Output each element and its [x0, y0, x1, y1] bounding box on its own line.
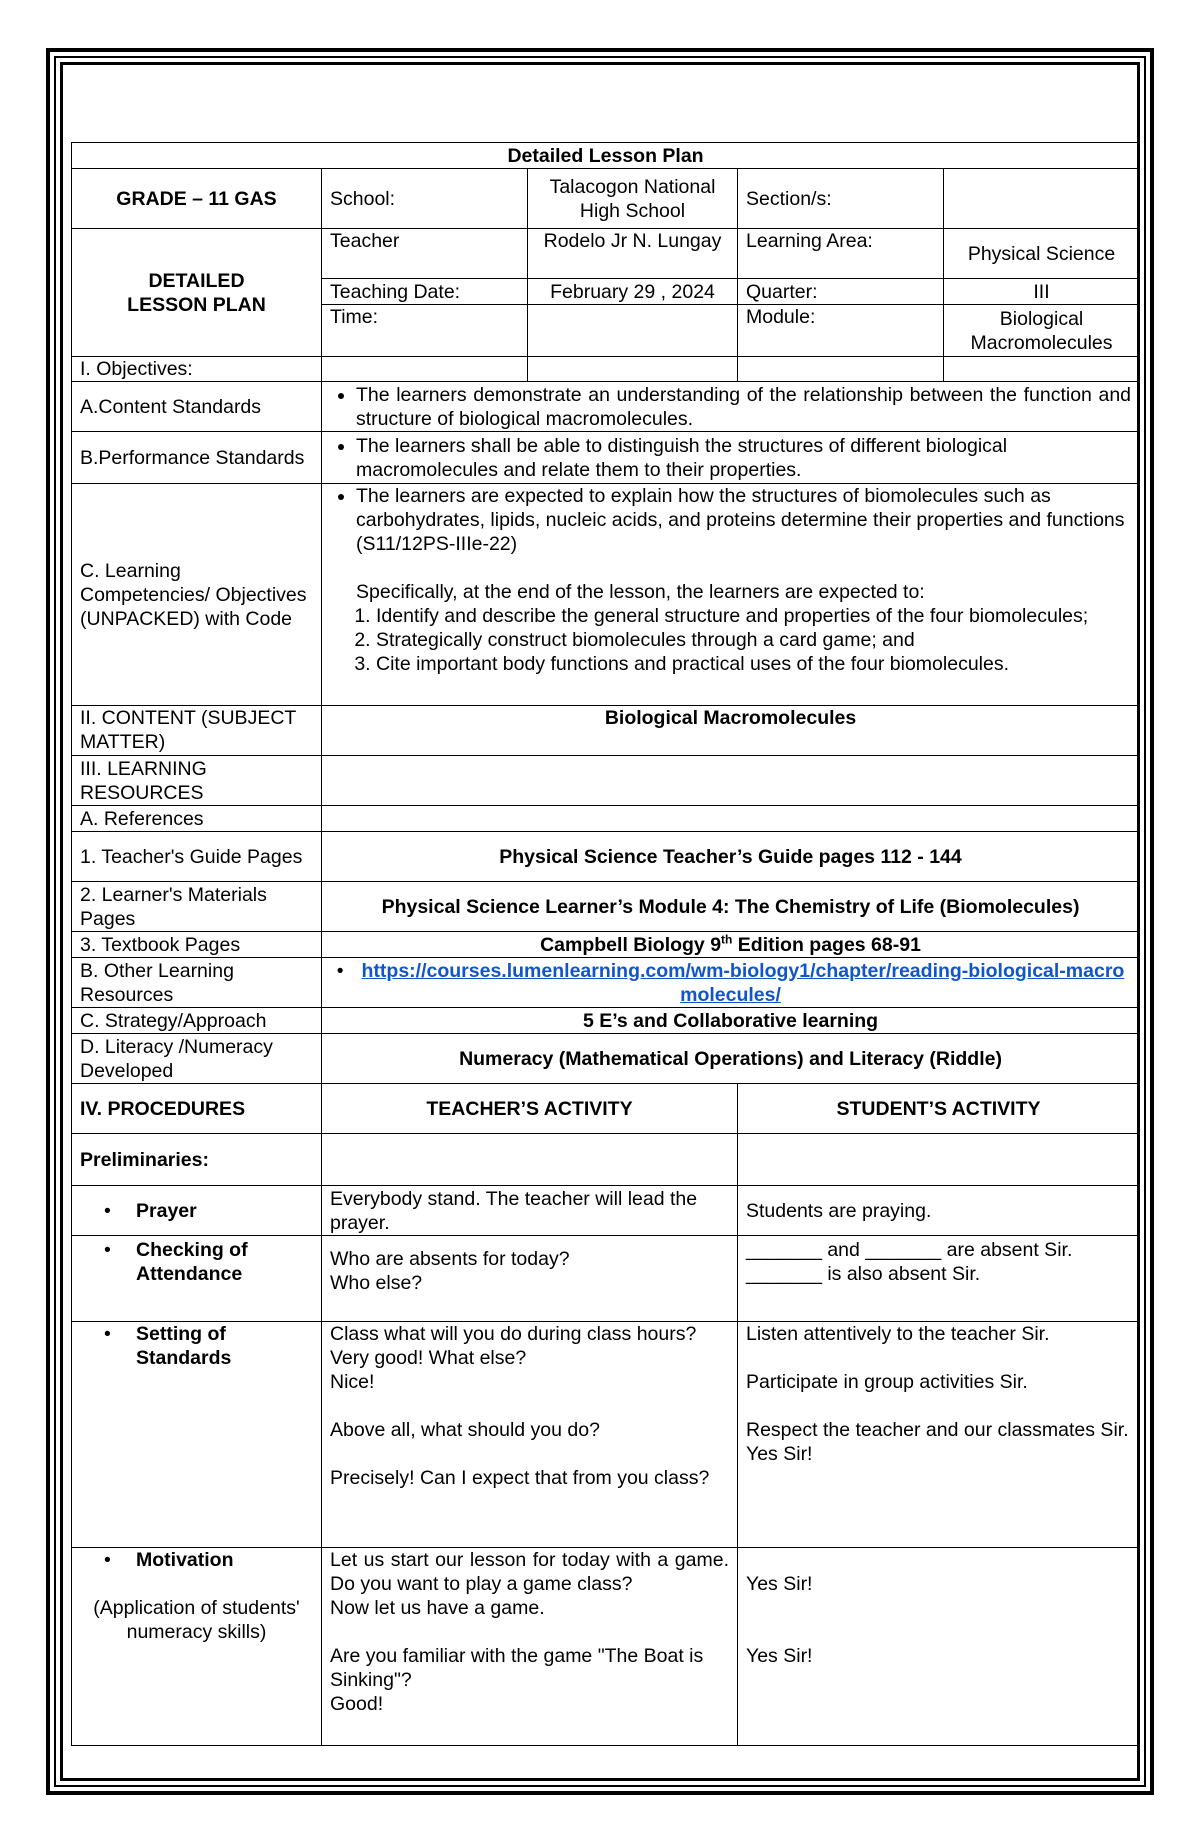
standards-row	[72, 1322, 1140, 1548]
bullet-icon: •	[104, 1323, 111, 1345]
competencies-row	[72, 484, 1140, 706]
learning-resources-row	[72, 756, 1140, 806]
other-resources-label: B. Other Learning Resources	[72, 958, 322, 1008]
standards-student-line: Listen attentively to the teacher Sir.	[746, 1323, 1050, 1345]
competencies-cell	[322, 484, 1140, 706]
teaching-date-value: February 29 , 2024	[528, 279, 738, 305]
strategy-label: C. Strategy/Approach	[72, 1008, 322, 1034]
standards-student	[738, 1322, 1140, 1548]
motivation-teacher	[322, 1548, 738, 1746]
standards-teacher-line: Nice!	[330, 1371, 375, 1393]
motivation-teacher-line: Let us start our lesson for today with a game. Do you want to play a game class?	[330, 1549, 729, 1595]
dlp-label	[72, 229, 322, 357]
textbook-value	[322, 932, 1140, 958]
other-resources-link[interactable]: https://courses.lumenlearning.com/wm-biology1/chapter/reading-biological-macromolecules/	[361, 959, 1125, 1006]
time-label: Time:	[322, 305, 528, 357]
bullet-icon: •	[104, 1549, 111, 1571]
attendance-teacher	[322, 1236, 738, 1322]
motivation-student	[738, 1548, 1140, 1746]
school-value: Talacogon National High School	[528, 169, 738, 229]
learners-materials-label: 2. Learner's Materials Pages	[72, 882, 322, 932]
prayer-cell	[72, 1186, 322, 1236]
teacher-row	[72, 229, 1140, 279]
standards-teacher	[322, 1322, 738, 1548]
module-label: Module:	[738, 305, 944, 357]
content-label: II. CONTENT (SUBJECT MATTER)	[72, 706, 322, 756]
document-title: Detailed Lesson Plan	[72, 143, 1140, 169]
textbook-row	[72, 932, 1140, 958]
content-standards-text: • The learners demonstrate an understanding of the relationship between the function and structure of biological macromolecules.	[356, 383, 1131, 431]
other-resources-cell	[322, 958, 1140, 1008]
references-row	[72, 806, 1140, 832]
motivation-teacher-line: Are you familiar with the game "The Boat is Sinking"?	[330, 1645, 704, 1691]
grade-row	[72, 169, 1140, 229]
standards-teacher-line: Very good! What else?	[330, 1347, 527, 1369]
strategy-row	[72, 1008, 1140, 1034]
quarter-value: III	[944, 279, 1140, 305]
bullet-icon: •	[104, 1199, 111, 1222]
time-value	[528, 305, 738, 357]
prayer-label: Prayer	[136, 1199, 197, 1222]
motivation-label: Motivation	[136, 1549, 234, 1571]
dlp-label-text: DETAILED LESSON PLAN	[127, 269, 266, 316]
performance-standards-row	[72, 432, 1140, 484]
quarter-label: Quarter:	[738, 279, 944, 305]
learning-area-value: Physical Science	[944, 229, 1140, 279]
specific-objective-item: 3. Cite important body functions and practical uses of the four biomolecules.	[376, 652, 1131, 676]
attendance-student-line: _______ is also absent Sir.	[746, 1263, 981, 1285]
motivation-cell	[72, 1548, 322, 1746]
learners-materials-value: Physical Science Learner’s Module 4: The Chemistry of Life (Biomolecules)	[322, 882, 1140, 932]
school-label: School:	[322, 169, 528, 229]
learners-materials-row	[72, 882, 1140, 932]
standards-student-line: Yes Sir!	[746, 1443, 813, 1465]
attendance-label: Checking of Attendance	[136, 1239, 248, 1285]
content-standards-row	[72, 382, 1140, 432]
motivation-student-line: Yes Sir!	[746, 1645, 813, 1667]
learning-resources-label: III. LEARNING RESOURCES	[72, 756, 322, 806]
content-standards-label: A.Content Standards	[72, 382, 322, 432]
attendance-teacher-line: Who are absents for today?	[330, 1247, 570, 1270]
standards-teacher-line: Above all, what should you do?	[330, 1419, 600, 1441]
textbook-label: 3. Textbook Pages	[72, 932, 322, 958]
teaching-date-label: Teaching Date:	[322, 279, 528, 305]
attendance-cell	[72, 1236, 322, 1322]
standards-label: Setting of Standards	[136, 1323, 232, 1369]
preliminaries-row	[72, 1134, 1140, 1186]
motivation-teacher-line: Good!	[330, 1693, 384, 1715]
literacy-value: Numeracy (Mathematical Operations) and Literacy (Riddle)	[322, 1034, 1140, 1084]
specific-objective-item: 2. Strategically construct biomolecules through a card game; and	[376, 628, 1131, 652]
motivation-row	[72, 1548, 1140, 1746]
content-value: Biological Macromolecules	[322, 706, 1140, 756]
attendance-student	[738, 1236, 1140, 1322]
other-resources-row	[72, 958, 1140, 1008]
attendance-row	[72, 1236, 1140, 1322]
motivation-teacher-line: Now let us have a game.	[330, 1597, 545, 1619]
procedures-heading: IV. PROCEDURES	[72, 1084, 322, 1134]
motivation-note: (Application of students' numeracy skills)	[93, 1597, 300, 1643]
standards-student-line: Participate in group activities Sir.	[746, 1371, 1028, 1393]
lesson-plan-table	[71, 142, 1140, 1746]
literacy-row	[72, 1034, 1140, 1084]
competencies-label: C. Learning Competencies/ Objectives (UNPACKED) with Code	[72, 484, 322, 706]
content-standards-cell	[322, 382, 1140, 432]
section-value	[944, 169, 1140, 229]
specific-objective-item: 1. Identify and describe the general structure and properties of the four biomolecules;	[376, 604, 1131, 628]
teacher-activity-heading: TEACHER’S ACTIVITY	[322, 1084, 738, 1134]
module-value: Biological Macromolecules	[944, 305, 1140, 357]
specific-objectives-list	[330, 604, 1131, 676]
grade-label: GRADE – 11 GAS	[72, 169, 322, 229]
title-row	[72, 143, 1140, 169]
standards-teacher-line: Precisely! Can I expect that from you class?	[330, 1467, 710, 1489]
prayer-student: Students are praying.	[738, 1186, 1140, 1236]
textbook-pages: Edition pages 68-91	[732, 933, 921, 956]
standards-cell	[72, 1322, 322, 1548]
performance-standards-label: B.Performance Standards	[72, 432, 322, 484]
bullet-icon: •	[336, 959, 344, 982]
student-activity-heading: STUDENT’S ACTIVITY	[738, 1084, 1140, 1134]
prayer-teacher: Everybody stand. The teacher will lead the prayer.	[322, 1186, 738, 1236]
textbook-superscript: th	[721, 932, 733, 946]
procedures-heading-row	[72, 1084, 1140, 1134]
section-label: Section/s:	[738, 169, 944, 229]
performance-standards-cell	[322, 432, 1140, 484]
performance-standards-text: • The learners shall be able to distinguish the structures of different biological macromolecules and relate them to their properties.	[356, 434, 1131, 482]
motivation-student-line: Yes Sir!	[746, 1573, 813, 1595]
attendance-teacher-line: Who else?	[330, 1271, 423, 1294]
teachers-guide-label: 1. Teacher's Guide Pages	[72, 832, 322, 882]
specific-intro: Specifically, at the end of the lesson, the learners are expected to:	[356, 581, 925, 603]
teachers-guide-value: Physical Science Teacher’s Guide pages 112 - 144	[322, 832, 1140, 882]
teachers-guide-row	[72, 832, 1140, 882]
teacher-value: Rodelo Jr N. Lungay	[528, 229, 738, 279]
content-row	[72, 706, 1140, 756]
preliminaries-label: Preliminaries:	[72, 1134, 322, 1186]
references-label: A. References	[72, 806, 322, 832]
standards-student-line: Respect the teacher and our classmates Sir.	[746, 1419, 1129, 1441]
prayer-row	[72, 1186, 1140, 1236]
textbook-title: Campbell Biology 9	[540, 933, 722, 956]
strategy-value: 5 E’s and Collaborative learning	[322, 1008, 1140, 1034]
attendance-student-line: _______ and _______ are absent Sir.	[746, 1239, 1073, 1261]
objectives-heading-row	[72, 357, 1140, 382]
literacy-label: D. Literacy /Numeracy Developed	[72, 1034, 322, 1084]
bullet-icon: •	[104, 1239, 111, 1261]
standards-teacher-line: Class what will you do during class hours?	[330, 1323, 697, 1345]
competencies-text: • The learners are expected to explain how the structures of biomolecules such as carbohydrates, lipids, nucleic acids, and proteins determine their properties and functions (S11/12PS-IIIe-22)	[356, 484, 1131, 556]
objectives-heading: I. Objectives:	[72, 357, 322, 382]
learning-area-label: Learning Area:	[738, 229, 944, 279]
teacher-label: Teacher	[322, 229, 528, 279]
